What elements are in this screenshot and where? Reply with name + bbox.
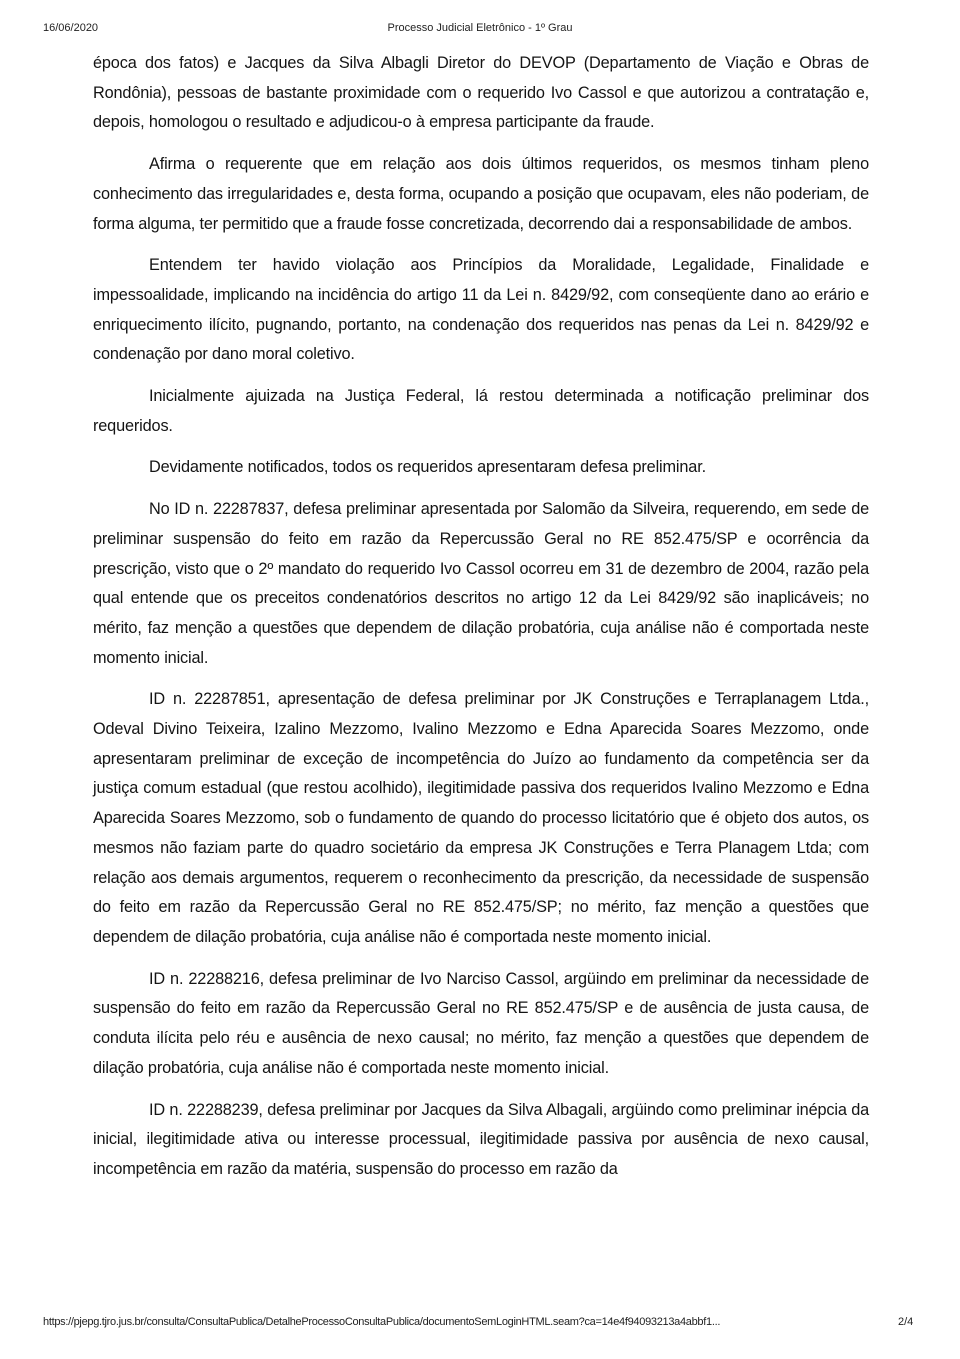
paragraph: Entendem ter havido violação aos Princípios da Moralidade, Legalidade, Finalidade e impessoalidade, implicando na incidência do artigo 11 da Lei n. 8429/92, com conseqüente dano ao erário e enriquecimento ilícito, pugnando, portanto, na condenação dos requeridos nas penas da Lei n. 8429/92 e condenação por dano moral coletivo.: [93, 256, 869, 364]
print-footer: [0, 1316, 960, 1332]
paragraph: época dos fatos) e Jacques da Silva Albagli Diretor do DEVOP (Departamento de Viação e Obras de Rondônia), pessoas de bastante proximidade com o requerido Ivo Cassol e que autorizou a contratação e, depois, homologou o resultado e adjudicou-o à empresa participante da fraude.: [93, 54, 869, 132]
paragraph: Inicialmente ajuizada na Justiça Federal, lá restou determinada a notificação preliminar dos requeridos.: [93, 387, 869, 435]
paragraph: Devidamente notificados, todos os requeridos apresentaram defesa preliminar.: [149, 458, 706, 477]
paragraph: Afirma o requerente que em relação aos dois últimos requeridos, os mesmos tinham pleno conhecimento das irregularidades e, desta forma, ocupando a posição que ocupavam, eles não poderiam, de forma alguma, ter permitido que a fraude fosse concretizada, decorrendo dai a responsabilidade de ambos.: [93, 155, 869, 233]
document-body: [93, 49, 869, 1197]
page-url-link[interactable]: https://pjepg.tjro.jus.br/consulta/ConsultaPublica/DetalheProcessoConsultaPublica/documentoSemLoginHTML.seam?ca=14e4f94093213a4abbf1...: [43, 1316, 721, 1328]
print-title: Processo Judicial Eletrônico - 1º Grau: [387, 22, 573, 34]
paragraph: ID n. 22288239, defesa preliminar por Jacques da Silva Albagali, argüindo como preliminar inépcia da inicial, ilegitimidade ativa ou interesse processual, ilegitimidade passiva por ausência de nexo causal, incompetência em razão da matéria, suspensão do processo em razão da: [93, 1100, 869, 1178]
print-header: [0, 22, 960, 38]
paragraph: No ID n. 22287837, defesa preliminar apresentada por Salomão da Silveira, requerendo, em sede de preliminar suspensão do feito em razão da Repercussão Geral no RE 852.475/SP e ocorrência da prescrição, visto que o 2º mandato do requerido Ivo Cassol ocorreu em 31 de dezembro de 2004, razão pela qual entende que os preceitos condenatórios descritos no artigo 12 da Lei 8429/92 são inaplicáveis; no mérito, faz menção a questões que dependem de dilação probatória, cuja análise não é comportada neste momento inicial.: [93, 500, 869, 667]
paragraph: ID n. 22288216, defesa preliminar de Ivo Narciso Cassol, argüindo em preliminar da necessidade de suspensão do feito em razão da Repercussão Geral no RE 852.475/SP e de ausência de justa causa, de conduta ilícita pelo réu e ausência de nexo causal; no mérito, faz menção a questões que dependem de dilação probatória, cuja análise não é comportada neste momento inicial.: [93, 969, 869, 1077]
paragraph: ID n. 22287851, apresentação de defesa preliminar por JK Construções e Terraplanagem Ltda., Odeval Divino Teixeira, Izalino Mezzomo, Ivalino Mezzomo e Edna Aparecida Soares Mezzomo, onde apresentaram preliminar de exceção de incompetência do Juízo ao fundamento da competência ser da justiça comum estadual (que restou acolhido), ilegitimidade passiva dos requeridos Ivalino Mezzomo e Edna Aparecida Soares Mezzomo, sob o fundamento de quando do processo licitatório que é objeto dos autos, os mesmos não faziam parte do quadro societário da empresa JK Construções e Terra Planagem Ltda; com relação aos demais argumentos, requerem o reconhecimento da prescrição, da necessidade de suspensão do feito em razão da Repercussão Geral no RE 852.475/SP; no mérito, faz menção a questões que dependem de dilação probatória, cuja análise não é comportada neste momento inicial.: [93, 690, 869, 946]
print-date: 16/06/2020: [43, 22, 99, 34]
page-indicator: 2/4: [898, 1316, 914, 1328]
